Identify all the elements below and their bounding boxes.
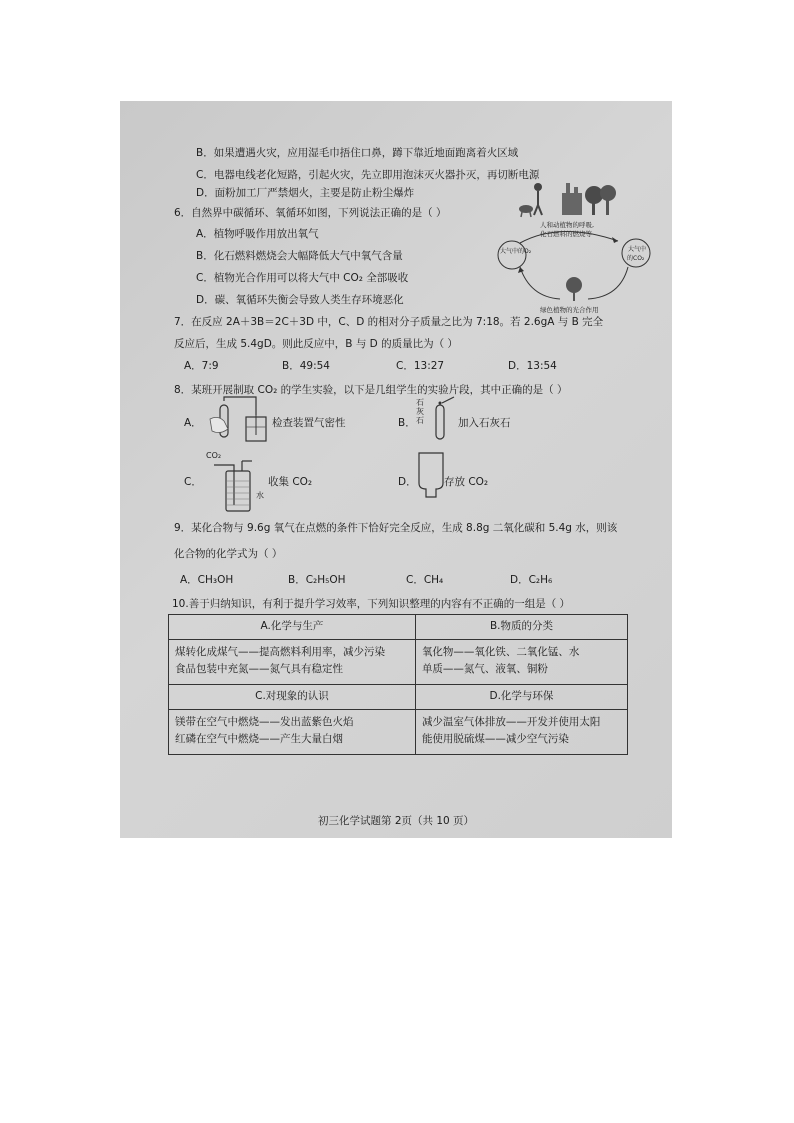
- diagram-bottom-label: 绿色植物的光合作用: [540, 306, 599, 314]
- q9-stem-line2: 化合物的化学式为（ ）: [174, 548, 283, 560]
- green-plant-icon: [566, 277, 582, 301]
- q7-option-a: A．7:9: [184, 360, 219, 372]
- table-cell-a-body: [169, 640, 416, 685]
- q5-option-c: C．电器电线老化短路，引起火灾，先立即用泡沫灭火器扑灭，再切断电源: [196, 169, 540, 181]
- diagram-right-circle-2: 的CO₂: [627, 255, 645, 262]
- q6-option-b: B．化石燃料燃烧会大幅降低大气中氧气含量: [196, 250, 403, 262]
- q9-option-b: B．C₂H₅OH: [288, 574, 346, 586]
- q8-option-a-text: 检查装置气密性: [272, 417, 346, 429]
- table-a-line-2: 食品包装中充氮——氮气具有稳定性: [175, 663, 343, 675]
- animal-figure-icon: [519, 205, 533, 217]
- q8-option-c-label: C．: [184, 476, 202, 488]
- q8-stem: 8．某班开展制取 CO₂ 的学生实验，以下是几组学生的实验片段，其中正确的是（ ）: [174, 384, 568, 396]
- q9-option-c: C．CH₄: [406, 574, 444, 586]
- q8-option-a-label: A．: [184, 417, 202, 429]
- q6-option-a: A．植物呼吸作用放出氧气: [196, 228, 319, 240]
- q7-option-d: D．13:54: [508, 360, 557, 372]
- q8-option-d-text: 存放 CO₂: [444, 476, 489, 488]
- table-c-line-1: 镁带在空气中燃烧——发出蓝紫色火焰: [175, 716, 354, 728]
- diagram-top-label-1: 人和动植物的呼吸,: [540, 221, 595, 229]
- q5-option-d: D．面粉加工厂严禁烟火，主要是防止粉尘爆炸: [196, 187, 415, 199]
- q9-option-a: A．CH₃OH: [180, 574, 234, 586]
- table-cell-c-body: [169, 710, 416, 755]
- table-cell-b-head: B.物质的分类: [415, 615, 627, 640]
- q8-option-b-text: 加入石灰石: [458, 417, 511, 429]
- table-cell-b-body: [415, 640, 627, 685]
- table-c-line-2: 红磷在空气中燃烧——产生大量白烟: [175, 733, 343, 745]
- table-cell-c-head: C.对现象的认识: [169, 685, 416, 710]
- trees-icon: [585, 185, 616, 215]
- q8-co2-label: CO₂: [206, 451, 222, 460]
- q7-option-c: C．13:27: [396, 360, 445, 372]
- q8-limestone-label: 石灰石: [416, 398, 424, 425]
- test-tube-limestone-apparatus: [428, 395, 458, 445]
- diagram-top-label-2: 化石燃料的燃烧等: [540, 230, 592, 238]
- q8-option-d-label: D．: [398, 476, 417, 488]
- table-cell-a-head: A.化学与生产: [169, 615, 416, 640]
- page-footer: 初三化学试题第 2页（共 10 页）: [318, 815, 475, 827]
- hand-icon: [210, 417, 228, 432]
- q7-option-b: B．49:54: [282, 360, 330, 372]
- q5-option-b: B．如果遭遇火灾，应用湿毛巾捂住口鼻，蹲下靠近地面跑离着火区域: [196, 147, 519, 159]
- person-figure-icon: [534, 183, 542, 215]
- carbon-oxygen-cycle-diagram: [490, 179, 660, 319]
- exam-page-photo: [120, 101, 672, 838]
- diagram-left-circle: 大气中的O₂: [500, 248, 532, 255]
- q7-stem-line2: 反应后，生成 5.4gD。则此反应中，B 与 D 的质量比为（ ）: [174, 338, 458, 350]
- table-cell-d-head: D.化学与环保: [415, 685, 627, 710]
- factory-icon: [562, 183, 582, 215]
- q6-option-c: C．植物光合作用可以将大气中 CO₂ 全部吸收: [196, 272, 409, 284]
- table-d-line-1: 减少温室气体排放——开发并使用太阳: [421, 716, 601, 728]
- knowledge-summary-table: [168, 614, 628, 755]
- table-cell-d-body: [415, 710, 627, 755]
- table-b-line-2: 单质——氮气、液氧、铜粉: [421, 663, 548, 675]
- inverted-storage-bottle: [416, 451, 446, 499]
- q9-option-d: D．C₂H₆: [510, 574, 553, 586]
- q8-water-label: 水: [256, 491, 264, 500]
- q6-stem: 6．自然界中碳循环、氧循环如图，下列说法正确的是（ ）: [174, 207, 447, 219]
- diagram-right-circle-1: 大气中: [628, 246, 647, 253]
- q8-option-c-text: 收集 CO₂: [268, 476, 313, 488]
- gas-collection-bottle-apparatus: [212, 457, 262, 513]
- q10-stem: 10.善于归纳知识，有利于提升学习效率，下列知识整理的内容有不正确的一组是（ ）: [172, 598, 571, 610]
- table-b-line-1: 氧化物——氧化铁、二氧化锰、水: [421, 646, 580, 658]
- q7-stem-line1: 7．在反应 2A＋3B＝2C＋3D 中，C、D 的相对分子质量之比为 7:18。若 2.6gA 与 B 完全: [174, 316, 604, 328]
- q6-option-d: D．碳、氧循环失衡会导致人类生存环境恶化: [196, 294, 404, 306]
- q9-stem-line1: 9．某化合物与 9.6g 氧气在点燃的条件下恰好完全反应，生成 8.8g 二氧化碳和 5.4g 水，则该: [174, 522, 618, 534]
- table-a-line-1: 煤转化成煤气——提高燃料利用率，减少污染: [175, 646, 385, 658]
- q8-option-b-label: B．: [398, 417, 416, 429]
- airtightness-check-apparatus: [204, 395, 274, 447]
- table-d-line-2: 能使用脱硫煤——减少空气污染: [421, 733, 569, 745]
